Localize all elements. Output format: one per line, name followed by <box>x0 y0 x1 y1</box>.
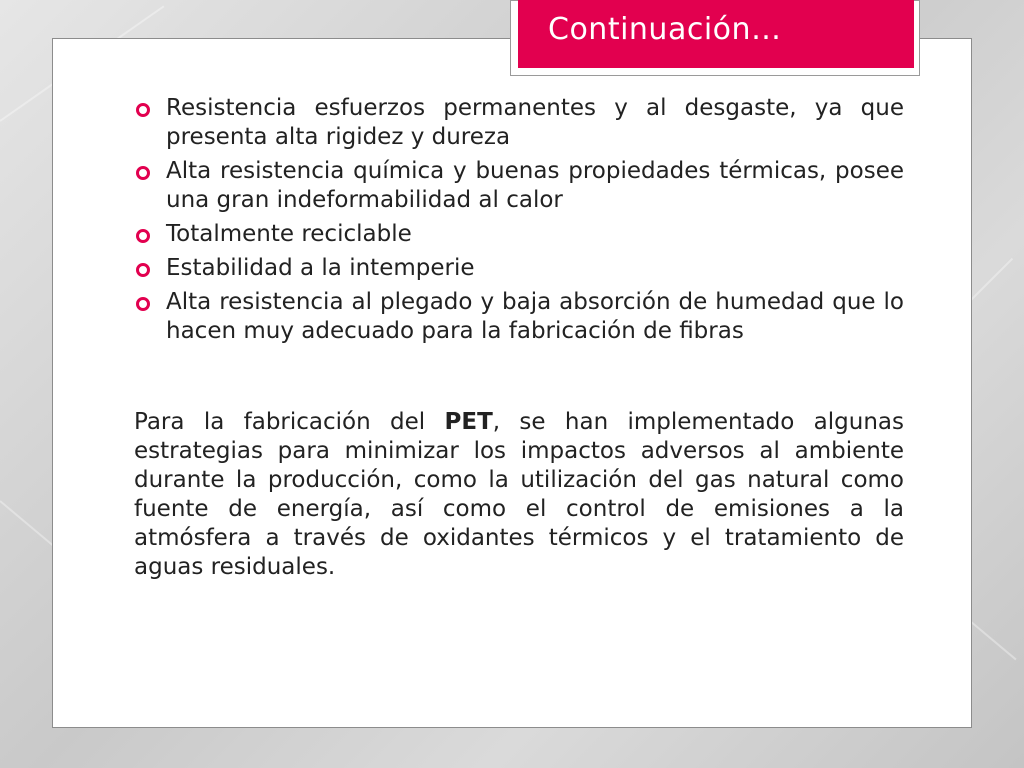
bullet-list <box>134 94 904 351</box>
paragraph-text-end: , se han implementado algunas estrategias para minimizar los impactos adversos al ambiente durante la producción, como la utilización del gas natural como fuente de energía, así como el control de emisiones a la atmósfera a través de oxidantes térmicos y el tratamiento de aguas residuales. <box>134 409 904 580</box>
paragraph-bold-term: PET <box>444 409 493 435</box>
list-item <box>134 220 904 249</box>
background-decoration <box>969 620 1016 660</box>
slide-title: Continuación… <box>548 12 782 47</box>
bullet-ring-icon <box>136 263 150 277</box>
background-decoration <box>969 258 1013 302</box>
bullet-text: Resistencia esfuerzos permanentes y al desgaste, ya que presenta alta rigidez y dureza <box>166 95 904 150</box>
bullet-text: Totalmente reciclable <box>166 221 412 247</box>
bullet-text: Alta resistencia al plegado y baja absorción de humedad que lo hacen muy adecuado para la fabricación de fibras <box>166 289 904 344</box>
bullet-ring-icon <box>136 297 150 311</box>
list-item <box>134 254 904 283</box>
bullet-text: Estabilidad a la intemperie <box>166 255 475 281</box>
list-item <box>134 288 904 346</box>
bullet-ring-icon <box>136 103 150 117</box>
list-item <box>134 94 904 152</box>
paragraph-text-start: Para la fabricación del <box>134 409 445 435</box>
bullet-ring-icon <box>136 229 150 243</box>
bullet-ring-icon <box>136 166 150 180</box>
bullet-text: Alta resistencia química y buenas propiedades térmicas, posee una gran indeformabilidad al calor <box>166 158 904 213</box>
body-paragraph <box>134 408 904 582</box>
list-item <box>134 157 904 215</box>
